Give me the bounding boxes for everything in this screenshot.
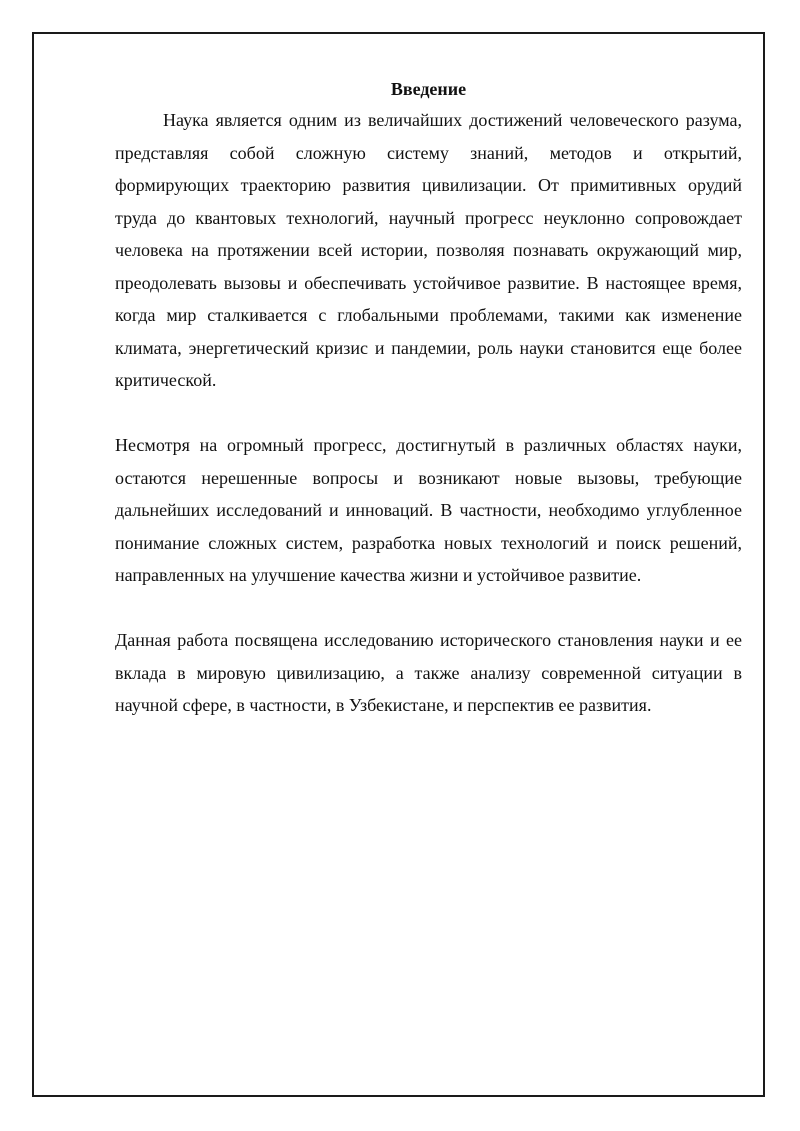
paragraph-spacer — [115, 592, 742, 625]
paragraph-spacer — [115, 397, 742, 430]
paragraph-purpose: Данная работа посвящена исследованию исторического становления науки и ее вклада в мировую цивилизацию, а также анализу современной ситуации в научной сфере, в частности, в Узбекистане, и перспектив ее развития. — [115, 630, 742, 715]
document-title: Введение — [390, 79, 467, 99]
paragraph-introduction: Наука является одним из величайших достижений человеческого разума, представляя собой сложную систему знаний, методов и открытий, формирующих траекторию развития цивилизации. От примитивных орудий труда до квантовых технологий, научный прогресс неуклонно сопровождает человека на протяжении всей истории, позволяя познавать окружающий мир, преодолевать вызовы и обеспечивать устойчивое развитие. В настоящее время, когда мир сталкивается с глобальными проблемами, такими как изменение климата, энергетический кризис и пандемии, роль науки становится еще более критической. — [115, 110, 742, 390]
paragraph-challenges: Несмотря на огромный прогресс, достигнутый в различных областях науки, остаются нерешенные вопросы и возникают новые вызовы, требующие дальнейших исследований и инноваций. В частности, необходимо углубленное понимание сложных систем, разработка новых технологий и поиск решений, направленных на улучшение качества жизни и устойчивое развитие. — [115, 435, 742, 585]
document-body — [115, 74, 742, 722]
